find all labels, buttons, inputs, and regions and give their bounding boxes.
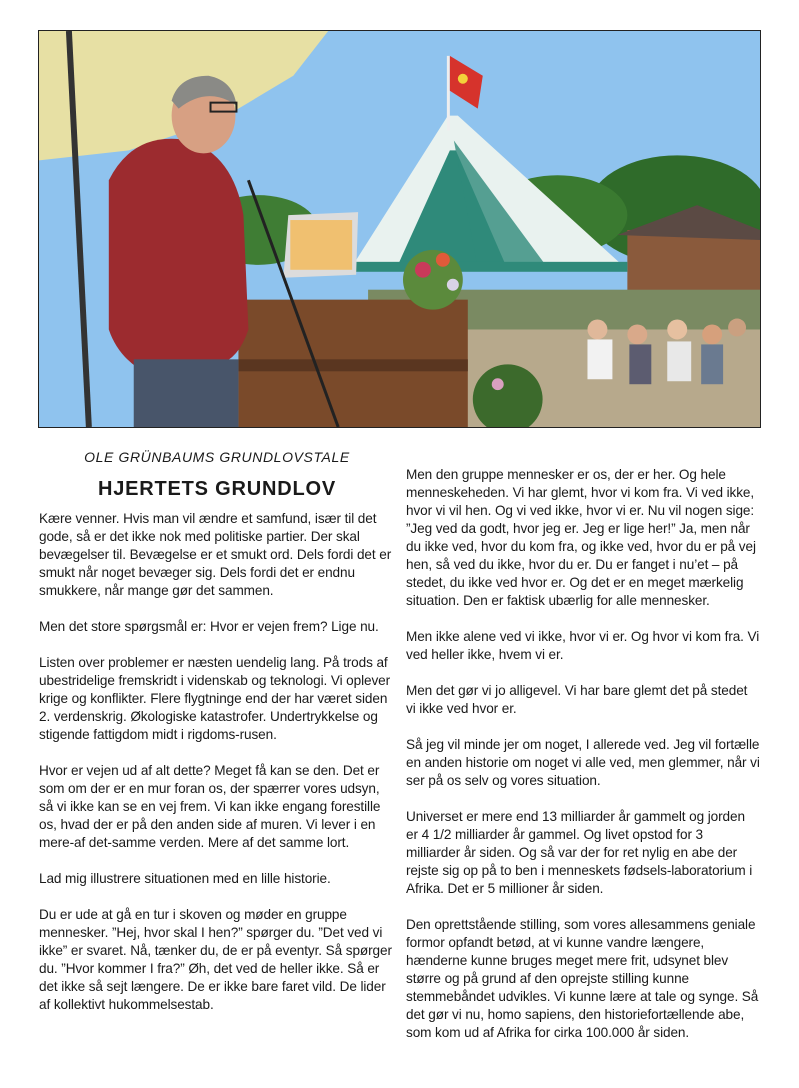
paragraph: Men den gruppe mennesker er os, der er her. Og hele menneskeheden. Vi har glemt, hvor vi kom fra. Vi ved ikke, hvor vi vil hen. Og vi ved ikke, hvor vi er. Nu vil nogen sige: ”Jeg ved da godt, hvor jeg er. Jeg er lige her!” Ja, men når du ikke ved, hvor du kom fra, og ikke ved, hvor du er på vej hen, så ved du ikke, hvor du er. Du er fanget i nu’et – på stedet, du ikke ved hvor er. Og det er en meget mærkelig situation. Den er faktisk ubærlig for alle mennesker. xyxy=(406,467,756,608)
paragraph: Men det store spørgsmål er: Hvor er vejen frem? Lige nu. xyxy=(39,619,379,634)
photo-caption: OLE GRÜNBAUMS GRUNDLOVSTALE xyxy=(84,449,350,465)
paragraph: Men ikke alene ved vi ikke, hvor vi er. Og hvor vi kom fra. Vi ved heller ikke, hvem vi er. xyxy=(406,629,760,662)
paragraph: Listen over problemer er næsten uendelig lang. På trods af ubestridelige fremskridt i videnskab og teknologi. Vi oplever krige og konflikter. Flere flygtninge end der har været siden 2. verdenskrig. Økologiske katastrofer. Undertrykkelse og stigende fattigdom midt i rigdoms-rusen. xyxy=(39,655,391,742)
paragraph: Universet er mere end 13 milliarder år gammelt og jorden er 4 1/2 milliarder år gammel. Og livet opstod for 3 milliarder år siden. Og så var der for ret nylig en abe der rejste sig op på to ben i menneskets fødsels-laboratorium i Afrika. Det er 5 millioner år siden. xyxy=(406,809,753,896)
article-right-column xyxy=(406,466,760,1060)
paragraph: Lad mig illustrere situationen med en lille historie. xyxy=(39,871,331,886)
speaker-photo-illustration xyxy=(39,31,760,427)
paragraph: Hvor er vejen ud af alt dette? Meget få kan se den. Det er som om der er en mur foran os, der spærrer vores udsyn, så vi ikke kan se en vej frem. Vi kan ikke engang forestille os, hvad der er på den anden side af muren. Vi lever i en mere-af det-samme verden. Mere af det samme lort. xyxy=(39,763,381,850)
paragraph: Så jeg vil minde jer om noget, I allerede ved. Jeg vil fortælle en anden historie om noget vi alle ved, men glemmer, når vi ser på os selv og vores situation. xyxy=(406,737,760,788)
paragraph: Du er ude at gå en tur i skoven og møder en gruppe mennesker. ”Hej, hvor skal I hen?” spørger du. ”Det ved vi ikke” er svaret. Nå, tænker du, de er på eventyr. Så spørger du. ”Hvor kommer I fra?” Øh, det ved de heller ikke. Så er det ikke så sejt længere. De er ikke bare faret vild. De lider af kollektivt hukommelsestab. xyxy=(39,907,392,1012)
speaker-photo xyxy=(38,30,761,428)
paragraph: Men det gør vi jo alligevel. Vi har bare glemt det på stedet vi ikke ved hvor er. xyxy=(406,683,748,716)
article-title: HJERTETS GRUNDLOV xyxy=(97,478,337,500)
article-left-column xyxy=(39,440,395,1032)
paragraph: Den oprettstående stilling, som vores allesammens geniale formor opfandt betød, at vi kunne vandre længere, hænderne kunne bruges meget mere frit, udsynet blev større og på grund af den oprejste stilling kunne stemmebåndet udvikles. Vi kunne lære at tale og synge. Så det gør vi nu, homo sapiens, den historiefortællende abe, som kom ud af Afrika for cirka 100.000 år siden. xyxy=(406,917,759,1040)
paragraph: Kære venner. Hvis man vil ændre et samfund, især til det gode, så er det ikke nok med politiske partier. Der skal bevægelser til. Bevægelse er et smukt ord. Dels fordi det er smukt når noget bevæger sig. Dels fordi det er endnu smukkere, når mange gør det sammen. xyxy=(39,511,392,598)
